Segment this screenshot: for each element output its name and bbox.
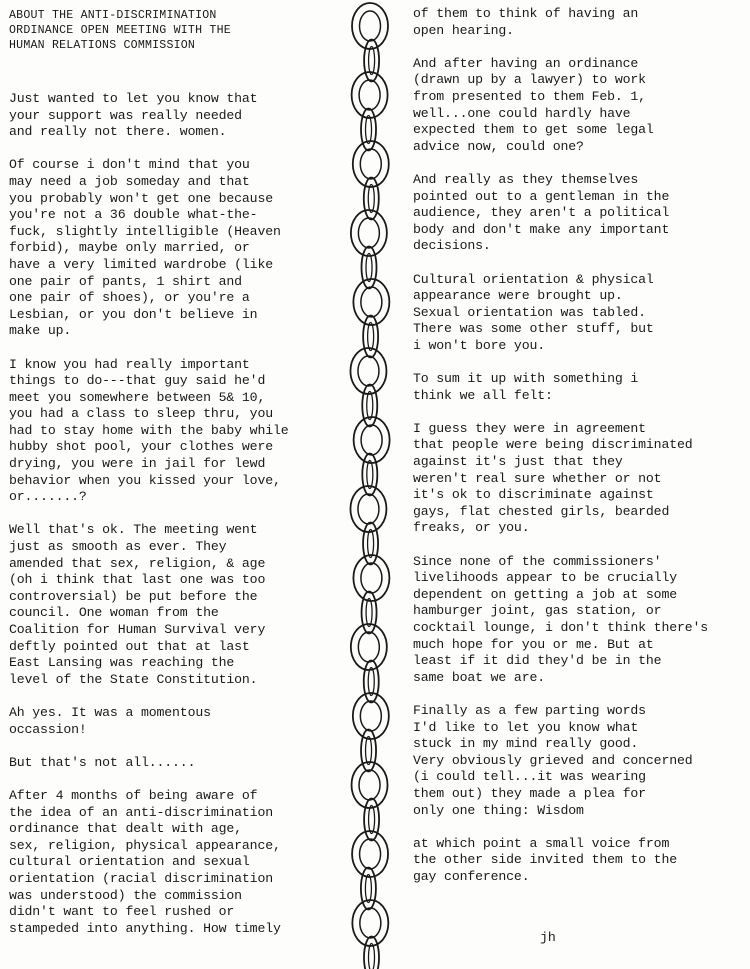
chain-link-inner (366, 116, 372, 144)
chain-link (362, 592, 377, 634)
chain-link (362, 385, 377, 427)
chain-link-inner (360, 11, 381, 41)
left-paragraph-2: Of course i don't mind that you may need a job someday and that you probably won't get one because you're not a 36 double what-the- fuck, slightly intelligible (Heaven forbid), maybe only married, or have a very limited wardrobe (like one pair of pants, 1 shirt and one pair of shoes), or you're a Lesbian, or you don't believe in make up. (9, 157, 281, 339)
chain-link (352, 3, 388, 49)
left-paragraph-4: Well that's ok. The meeting went just as smooth as ever. They amended that sex, religion, & age (oh i think that last one was too controversial) be put before the council. One woman from the Coalition for Human Survival very deftly pointed out that at last East Lansing was reaching the level of the State Constitution. (9, 522, 266, 687)
chain-link (352, 900, 388, 946)
chain-link-inner (369, 944, 375, 969)
chain-link-inner (359, 770, 380, 800)
chain-link-inner (369, 47, 375, 75)
chain-link-inner (358, 356, 379, 386)
chain-link (364, 178, 379, 220)
chain-link-inner (358, 632, 379, 662)
right-paragraph-2: And after having an ordinance (drawn up by a lawyer) to work from presented to them Feb. 1, well...one could hardly have expected them to get some legal advice now, could one? (413, 55, 654, 154)
right-paragraph-5: To sum it up with something i think we all felt: (413, 371, 639, 403)
chain-link (351, 624, 387, 670)
chain-link-inner (360, 908, 381, 938)
chain-link-inner (358, 218, 379, 248)
chain-link-inner (360, 839, 381, 869)
chain-link (361, 109, 376, 151)
chain-divider-illustration (330, 0, 410, 969)
right-paragraph-9: at which point a small voice from the other side invited them to the gay conference. (413, 835, 677, 884)
chain-link-inner (368, 185, 374, 213)
chain-link-inner (368, 323, 374, 351)
left-paragraph-1: Just wanted to let you know that your support was really needed and really not there. women. (9, 91, 258, 140)
right-paragraph-6: I guess they were in agreement that people were being discriminated against it's just that they weren't real sure whether or not it's ok to discriminate against gays, flat chested girls, bearded freaks, or you. (413, 420, 693, 536)
chain-link (352, 762, 388, 808)
left-paragraph-3: I know you had really important things to do---that guy said he'd meet you somewhere between 5& 10, you had a class to sleep thru, you had to stay home with the baby while hubby shot pool, your clothes were drying, you were in jail for lewd behavior when you kissed your love, or.......? (9, 356, 289, 505)
chain-link-inner (365, 875, 371, 903)
chain-link-inner (367, 392, 373, 420)
left-paragraph-7: After 4 months of being aware of the idea of an anti-discrimination ordinance that dealt with age, sex, religion, physical appearance, cultural orientation and sexual orientation (racial discrimination was understood) the commission didn't want to feel rushed or stampeded into anything. How timely (9, 787, 281, 936)
chain-link (364, 661, 379, 703)
chain-link-inner (360, 149, 381, 179)
chain-link-inner (361, 563, 382, 593)
chain-link (362, 247, 377, 289)
right-paragraph-3: And really as they themselves pointed out to a gentleman in the audience, they aren't a political body and don't make any important decisions. (413, 171, 670, 254)
chain-link-inner (358, 494, 379, 524)
chain-link (353, 555, 389, 601)
chain-link (363, 523, 378, 565)
chain-link (361, 730, 376, 772)
chain-link-inner (360, 701, 381, 731)
article-heading: ABOUT THE ANTI-DISCRIMINATION ORDINANCE OPEN MEETING WITH THE HUMAN RELATIONS COMMISSION (9, 9, 231, 52)
chain-link (363, 316, 378, 358)
chain-link-inner (366, 737, 372, 765)
chain-link-inner (367, 461, 373, 489)
chain-link (361, 868, 376, 910)
left-column (9, 8, 331, 954)
chain-link-inner (368, 530, 374, 558)
right-paragraph-8: Finally as a few parting words I'd like to let you know what stuck in my mind really good. Very obviously grieved and concerned (i could tell...it was wearing them out) they made a plea for only one thing: Wisdom (413, 702, 693, 818)
chain-link (350, 348, 386, 394)
left-paragraph-6: But that's not all...... (9, 754, 196, 770)
chain-link (352, 831, 388, 877)
chain-link-inner (368, 668, 374, 696)
chain-link (353, 693, 389, 739)
chain-link (364, 40, 379, 82)
chain-link-inner (369, 806, 375, 834)
left-paragraph-5: Ah yes. It was a momentous occassion! (9, 704, 211, 737)
chain-link-inner (366, 599, 372, 627)
right-column (413, 6, 749, 902)
author-signature: jh (540, 930, 556, 945)
chain-link-inner (361, 425, 382, 455)
chain-link (362, 454, 377, 496)
chain-link (350, 486, 386, 532)
right-paragraph-4: Cultural orientation & physical appearance were brought up. Sexual orientation was tabled. There was some other stuff, but i won't bore you. (413, 271, 654, 353)
chain-link (352, 72, 388, 118)
chain-link (353, 279, 389, 325)
chain-link-inner (359, 80, 380, 110)
chain-link (353, 141, 389, 187)
chain-link-inner (366, 254, 372, 282)
chain-link (364, 937, 379, 969)
chain-link (364, 799, 379, 841)
right-paragraph-1: of them to think of having an open hearing. (413, 6, 639, 38)
right-paragraph-7: Since none of the commissioners' livelihoods appear to be crucially dependent on getting a job at some hamburger joint, gas station, or cocktail lounge, i don't think there's much hope for you or me. But at least if it did they'd be in the same boat we are. (413, 553, 709, 685)
chain-link (351, 210, 387, 256)
chain-link-inner (361, 287, 382, 317)
chain-link (354, 417, 390, 463)
